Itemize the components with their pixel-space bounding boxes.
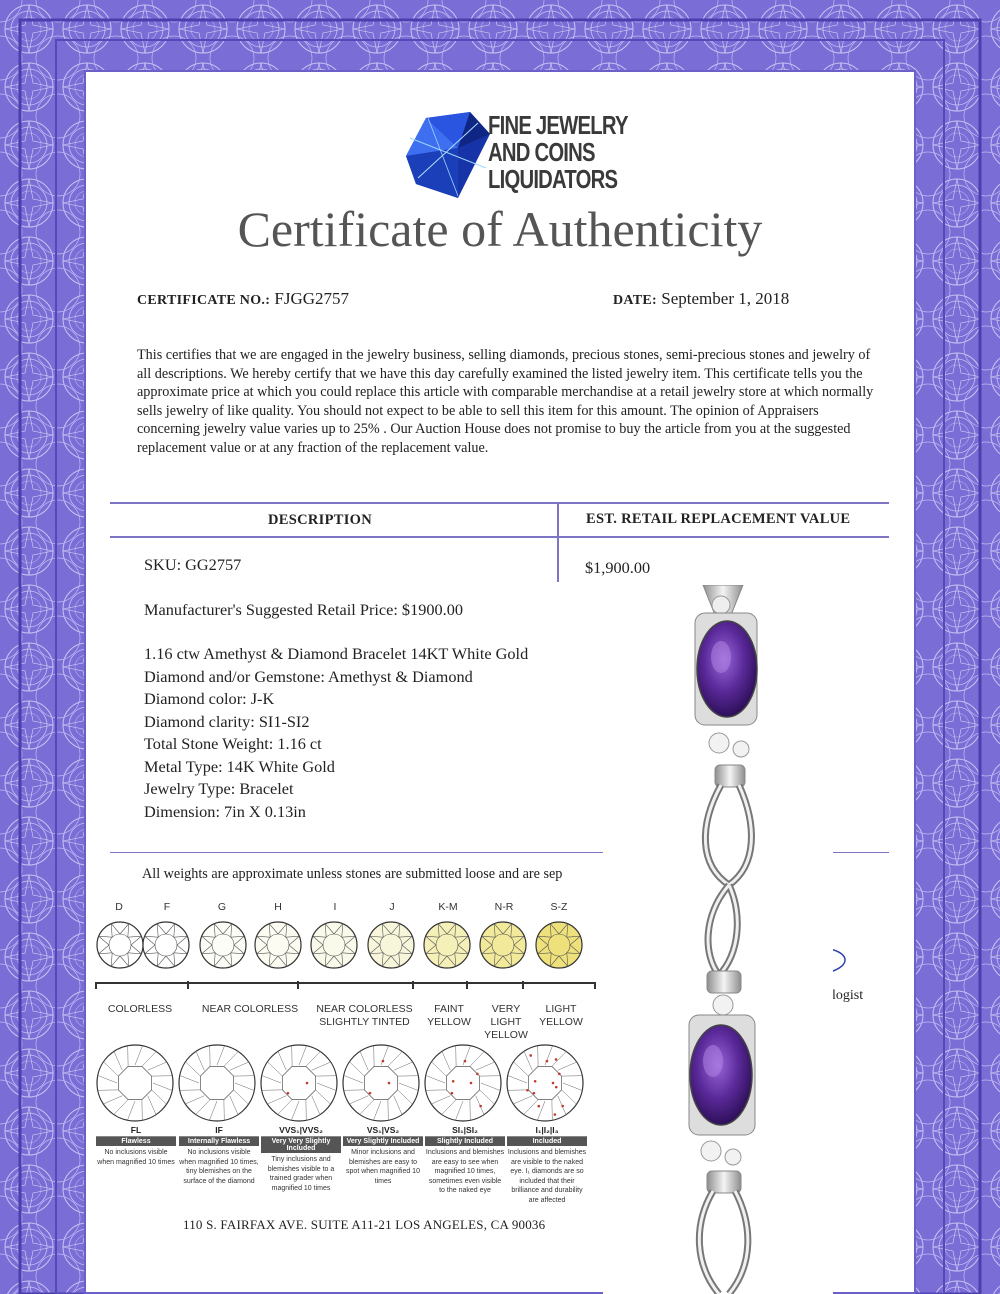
description-line: Metal Type: 14K White Gold [144, 756, 335, 776]
signature-title-fragment: ologist [825, 988, 864, 1003]
color-grade-label: D [115, 901, 123, 913]
color-diamond [143, 922, 189, 968]
clarity-inclusion [546, 1060, 549, 1063]
msrp: Manufacturer's Suggested Retail Price: $1900.00 [144, 599, 463, 619]
clarity-inclusion [558, 1073, 561, 1076]
color-diamond [536, 922, 582, 968]
description-line: Jewelry Type: Bracelet [144, 779, 294, 798]
description-line: Diamond clarity: SI1-SI2 [144, 711, 310, 731]
description-header: DESCRIPTION [268, 512, 373, 528]
color-category-label: FAINT YELLOW [427, 1003, 471, 1028]
color-category-label: NEAR COLORLESS SLIGHTLY TINTED [316, 1003, 413, 1028]
clarity-name: Included [507, 1137, 587, 1146]
description-line: Total Stone Weight: 1.16 ct [144, 734, 322, 753]
clarity-note: Inclusions and blemishes are easy to see when magnified 10 times, sometimes even visible to the naked eye [425, 1149, 505, 1194]
color-diamond [255, 922, 301, 968]
clarity-inclusion [529, 1054, 532, 1057]
clarity-diamond [261, 1045, 337, 1121]
clarity-inclusion [452, 1080, 455, 1083]
clarity-diamond [179, 1045, 255, 1121]
company-address: 110 S. FAIRFAX AVE. SUITE A11-21 LOS ANGELES, CA 90036 [183, 1217, 546, 1232]
clarity-code: IF [179, 1125, 259, 1137]
clarity-name: Very Very Slightly Included [261, 1137, 341, 1153]
color-grade-label: N-R [494, 901, 514, 913]
table-header-rule [110, 536, 889, 538]
certificate-title: Certificate of Authenticity [237, 201, 763, 257]
value-header: EST. RETAIL REPLACEMENT VALUE [586, 511, 851, 527]
color-scale-bracket [96, 983, 595, 989]
clarity-code: VS₁|VS₂ [343, 1125, 423, 1137]
clarity-code: VVS₁|VVS₂ [261, 1125, 341, 1137]
clarity-grade [343, 1125, 423, 1186]
color-grade-label: J [389, 901, 395, 913]
clarity-grade [425, 1125, 505, 1196]
sku: SKU: GG2757 [144, 555, 242, 574]
company-name [488, 112, 628, 193]
certificate-number [137, 289, 349, 309]
clarity-note: Minor inclusions and blemishes are easy to spot when magnified 10 times [346, 1149, 420, 1185]
bracelet-image [603, 585, 833, 1294]
clarity-inclusion [552, 1082, 555, 1085]
clarity-code: FL [96, 1125, 176, 1137]
logo-line-1: FINE JEWELRY [488, 110, 628, 140]
color-category-label: NEAR COLORLESS [201, 1003, 299, 1015]
clarity-inclusion [526, 1089, 529, 1092]
color-diamond [97, 922, 143, 968]
certificate-number-value: FJGG2757 [274, 289, 350, 308]
color-grade-label: H [274, 901, 282, 913]
certificate-number-label: CERTIFICATE NO.: [137, 293, 271, 308]
clarity-inclusion [470, 1082, 473, 1085]
color-grade-label: G [217, 901, 227, 913]
color-category-label: COLORLESS [107, 1003, 173, 1015]
table-top-rule [110, 502, 889, 504]
clarity-name: Slightly Included [425, 1137, 505, 1146]
clarity-inclusion [306, 1082, 309, 1085]
clarity-inclusion [555, 1058, 558, 1061]
color-grade-label: S-Z [550, 901, 568, 913]
clarity-inclusion [287, 1092, 290, 1095]
clarity-note: Inclusions and blemishes are visible to the naked eye. I₁ diamonds are so included that their brilliance and durability are affected [507, 1149, 587, 1204]
clarity-inclusion [382, 1060, 385, 1063]
certification-statement: This certifies that we are engaged in the jewelry business, selling diamonds, precious stones, semi-precious stones and jewelry of all descriptions. We hereby certify that we have this day carefully examined the listed jewelry item. This certificate tells you the approximate price at which you could replace this article with comparable merchandise at a retail jewelry store at which normally sells jewelry of like quality. You should not expect to be able to sell this item for this amount. The opinion of Appraisers concerning jewelry value varies up to 25% . Our Auction House does not promise to buy the article from you at the suggested replacement value or at any fraction of the replacement value. [137, 347, 874, 456]
clarity-inclusion [476, 1073, 479, 1076]
clarity-diamond [507, 1045, 583, 1121]
clarity-inclusion [479, 1105, 482, 1108]
clarity-inclusion [533, 1092, 536, 1095]
clarity-inclusion [554, 1113, 557, 1116]
weights-note: All weights are approximate unless stones are submitted loose and are sep [142, 866, 563, 882]
description-line: Diamond color: J-K [144, 689, 275, 708]
certificate-date [613, 289, 789, 309]
clarity-note: No inclusions visible when magnified 10 times [97, 1149, 175, 1166]
color-grade-label: K-M [438, 901, 458, 913]
clarity-inclusion [534, 1080, 537, 1083]
clarity-diamond [425, 1045, 501, 1121]
color-diamond [200, 922, 246, 968]
clarity-inclusion [369, 1092, 372, 1095]
clarity-inclusion [537, 1105, 540, 1108]
clarity-grade [261, 1125, 341, 1193]
description-line: Diamond and/or Gemstone: Amethyst & Diamond [144, 666, 473, 686]
clarity-note: Tiny inclusions and blemishes visible to a trained grader when magnified 10 times [267, 1156, 335, 1192]
clarity-name: Internally Flawless [179, 1137, 259, 1146]
color-grade-label: I [333, 901, 337, 913]
color-grade-label: F [163, 901, 171, 913]
clarity-diamond [97, 1045, 173, 1121]
date-value: September 1, 2018 [661, 289, 790, 308]
logo-line-3: LIQUIDATORS [488, 164, 618, 194]
logo-line-2: AND COINS [488, 137, 595, 167]
clarity-diamond [343, 1045, 419, 1121]
clarity-grade [179, 1125, 259, 1186]
clarity-code: I₁|I₂|I₃ [507, 1125, 587, 1137]
table-column-divider [557, 502, 559, 582]
clarity-grade [507, 1125, 587, 1205]
item-description [144, 554, 528, 823]
clarity-code: SI₁|SI₂ [425, 1125, 505, 1137]
color-category-label: VERY LIGHT YELLOW [484, 1003, 528, 1041]
clarity-inclusion [464, 1060, 467, 1063]
clarity-name: Flawless [96, 1137, 176, 1146]
description-line: 1.16 ctw Amethyst & Diamond Bracelet 14KT White Gold [144, 644, 529, 663]
clarity-inclusion [555, 1086, 558, 1089]
clarity-grade [96, 1125, 176, 1167]
clarity-inclusion [388, 1082, 391, 1085]
clarity-note: No inclusions visible when magnified 10 times, tiny blemishes on the surface of the diamond [179, 1149, 259, 1185]
clarity-name: Very Slightly Included [343, 1137, 423, 1146]
clarity-inclusion [561, 1105, 564, 1108]
description-line: Dimension: 7in X 0.13in [144, 801, 306, 821]
date-label: DATE: [613, 293, 658, 308]
replacement-value: $1,900.00 [585, 558, 651, 577]
color-diamond [368, 922, 414, 968]
color-diamond [424, 922, 470, 968]
clarity-inclusion [451, 1092, 454, 1095]
color-diamond [480, 922, 526, 968]
color-category-label: LIGHT YELLOW [539, 1003, 583, 1028]
color-diamond [311, 922, 357, 968]
